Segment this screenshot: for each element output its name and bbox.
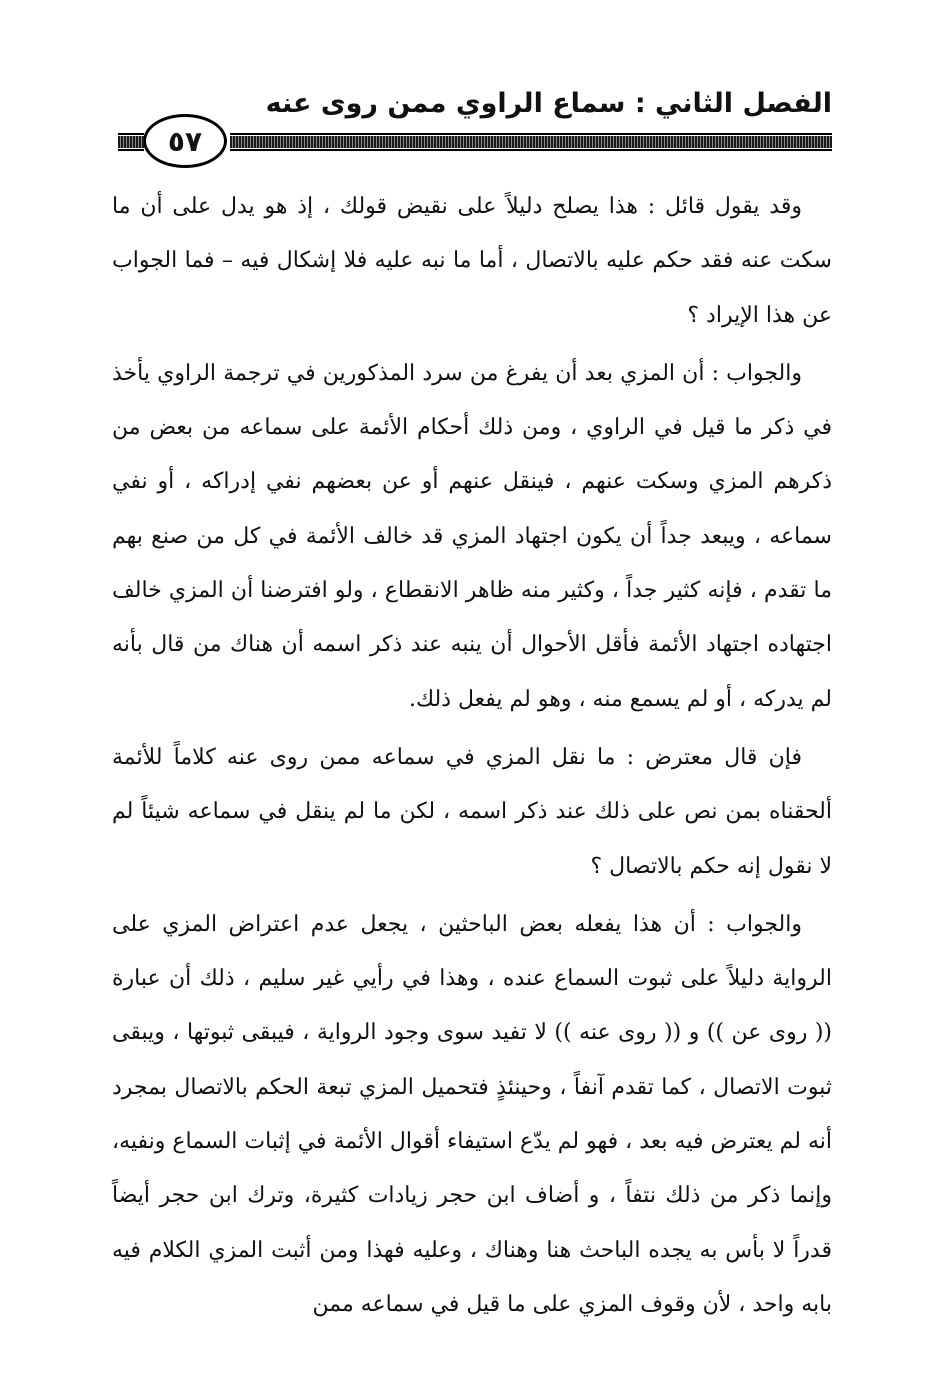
header-rule-short	[118, 136, 144, 148]
body-text	[112, 180, 832, 1336]
header-rule	[230, 136, 832, 148]
paragraph: والجواب : أن هذا يفعله بعض الباحثين ، يجعل عدم اعتراض المزي على الرواية دليلاً على ثبوت السماع عنده ، وهذا في رأيي غير سليم ، ذلك أن عبارة (( روى عن )) و (( روى عنه )) لا تفيد سوى وجود الرواية ، فيبقى ثبوتها ، ويبقى ثبوت الاتصال ، كما تقدم آنفاً ، وحينئذٍ فتحميل المزي تبعة الحكم بالاتصال بمجرد أنه لم يعترض فيه بعد ، فهو لم يدّع استيفاء أقوال الأئمة في إثبات السماع ونفيه، وإنما ذكر من ذلك نتفاً ، و أضاف ابن حجر زيادات كثيرة، وترك ابن حجر أيضاً قدراً لا بأس به يجده الباحث هنا وهناك ، وعليه فهذا ومن أثبت المزي الكلام فيه بابه واحد ، لأن وقوف المزي على ما قيل في سماعه ممن	[112, 911, 833, 1317]
page-number-badge	[143, 114, 227, 168]
running-title: الفصل الثاني : سماع الراوي ممن روى عنه	[265, 88, 832, 119]
paragraph: والجواب : أن المزي بعد أن يفرغ من سرد المذكورين في ترجمة الراوي يأخذ في ذكر ما قيل في الراوي ، ومن ذلك أحكام الأئمة على سماعه من بعض من ذكرهم المزي وسكت عنهم ، فينقل عنهم أو عن بعضهم نفي إدراكه ، أو نفي سماعه ، ويبعد جداً أن يكون اجتهاد المزي قد خالف الأئمة في كل من صنع بهم ما تقدم ، فإنه كثير جداً ، وكثير منه ظاهر الانقطاع ، ولو افترضنا أن المزي خالف اجتهاده اجتهاد الأئمة فأقل الأحوال أن ينبه عند ذكر اسمه أن هناك من قال بأنه لم يدركه ، أو لم يسمع منه ، وهو لم يفعل ذلك.	[112, 360, 832, 712]
paragraph: وقد يقول قائل : هذا يصلح دليلاً على نقيض قولك ، إذ هو يدل على أن ما سكت عنه فقد حكم عليه بالاتصال ، أما ما نبه عليه فلا إشكال فيه – فما الجواب عن هذا الإيراد ؟	[112, 194, 832, 328]
page-number: ٥٧	[167, 124, 203, 158]
paragraph: فإن قال معترض : ما نقل المزي في سماعه ممن روى عنه كلاماً للأئمة ألحقناه بمن نص على ذلك عند ذكر اسمه ، لكن ما لم ينقل في سماعه شيئاً لم لا نقول إنه حكم بالاتصال ؟	[112, 744, 832, 879]
